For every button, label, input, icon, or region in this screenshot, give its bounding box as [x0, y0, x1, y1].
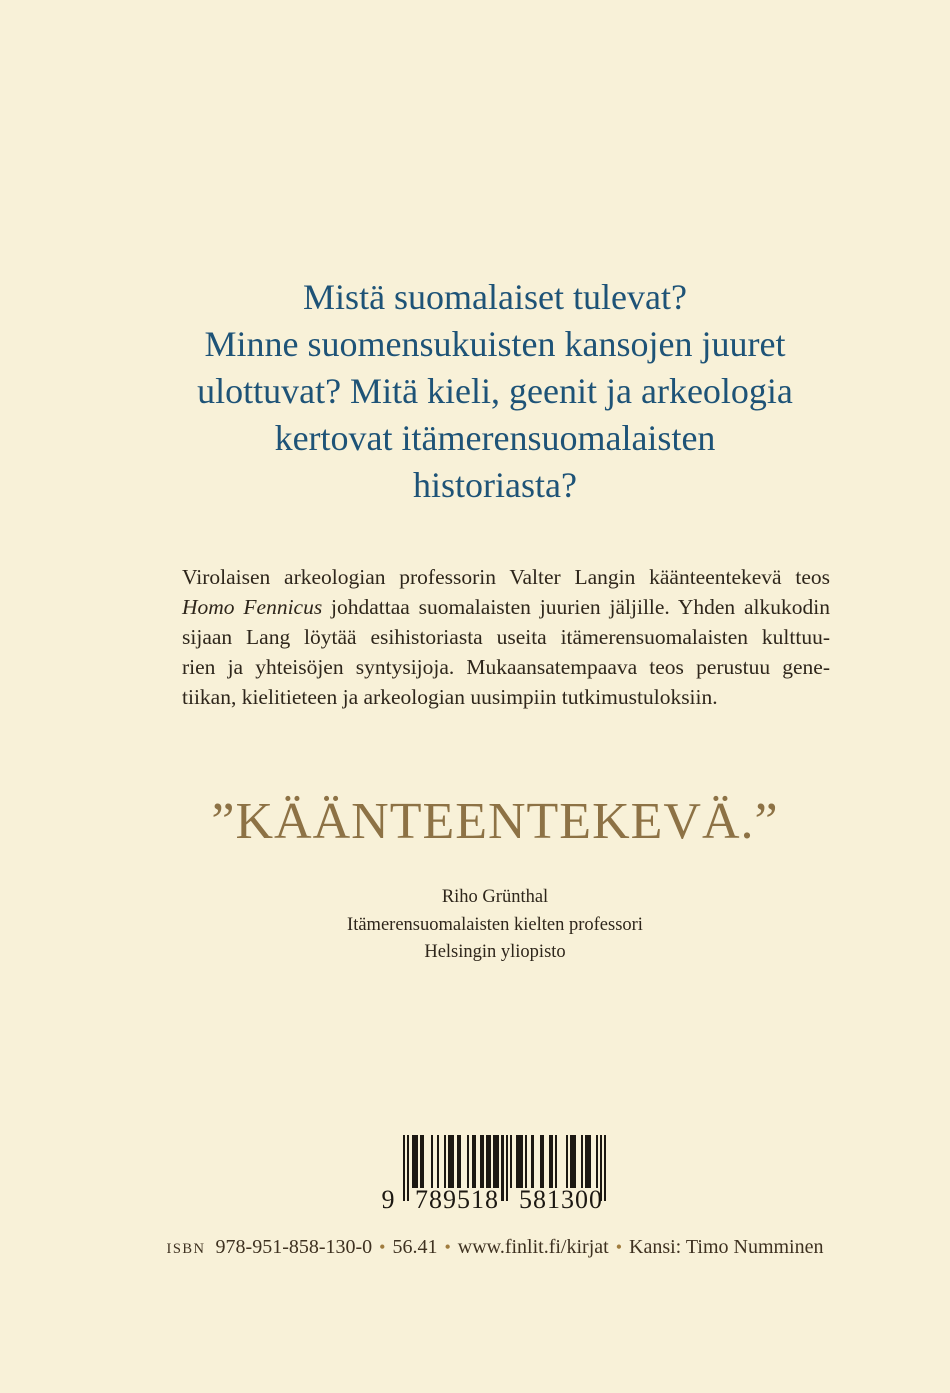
headline-line: historiasta? — [413, 465, 577, 505]
blurb-paragraph — [182, 562, 830, 712]
attribution-title: Itämerensuomalaisten kielten professori — [347, 914, 643, 935]
attribution-affiliation: Helsingin yliopisto — [424, 942, 566, 962]
barcode-left-group: 789518 — [415, 1185, 499, 1214]
bullet-separator: • — [379, 1237, 386, 1257]
headline-line: Minne suomensukuisten kansojen juuret — [204, 324, 786, 364]
bullet-separator: • — [615, 1237, 623, 1257]
blurb-line-rest: johdattaa suomalaisten juurien jäljille. Yhden alkukodin — [322, 595, 830, 619]
isbn-footer-line — [40, 1234, 950, 1262]
headline — [40, 274, 950, 509]
pull-quote: ”KÄÄNTEENTEKEVÄ.” — [211, 793, 779, 850]
book-title-italic: Homo Fennicus — [182, 595, 323, 619]
blurb-line: rien ja yhteisöjen syntysijoja. Mukaansatempaava teos perustuu gene- — [182, 655, 830, 679]
blurb-line — [182, 592, 830, 622]
isbn-label: ISBN — [166, 1241, 206, 1257]
cover-credit: Kansi: Timo Numminen — [629, 1236, 824, 1258]
blurb-line: tiikan, kielitieteen ja arkeologian uusimpiin tutkimustuloksiin. — [182, 685, 718, 709]
bullet-separator: • — [444, 1237, 451, 1257]
ean13-barcode — [381, 1135, 607, 1214]
headline-line: kertovat itämerensuomalaisten — [274, 418, 716, 458]
barcode-prefix-digit: 9 — [381, 1185, 395, 1214]
blurb-line: Virolaisen arkeologian professorin Valter Langin käänteentekevä teos — [182, 565, 830, 589]
isbn-number: 978-951-858-130-0 — [215, 1236, 373, 1258]
blurb-line: sijaan Lang löytää esihistoriasta useita itämerensuomalaisten kulttuu- — [182, 625, 830, 649]
headline-line: ulottuvat? Mitä kieli, geenit ja arkeologia — [197, 371, 793, 411]
publisher-website: www.finlit.fi/kirjat — [457, 1236, 609, 1258]
barcode-right-group: 581300 — [519, 1185, 603, 1214]
cover-content — [40, 0, 950, 1393]
quote-attribution — [40, 884, 950, 967]
classification-code: 56.41 — [392, 1236, 438, 1258]
attribution-name: Riho Grünthal — [441, 887, 549, 907]
headline-line: Mistä suomalaiset tulevat? — [303, 277, 687, 317]
